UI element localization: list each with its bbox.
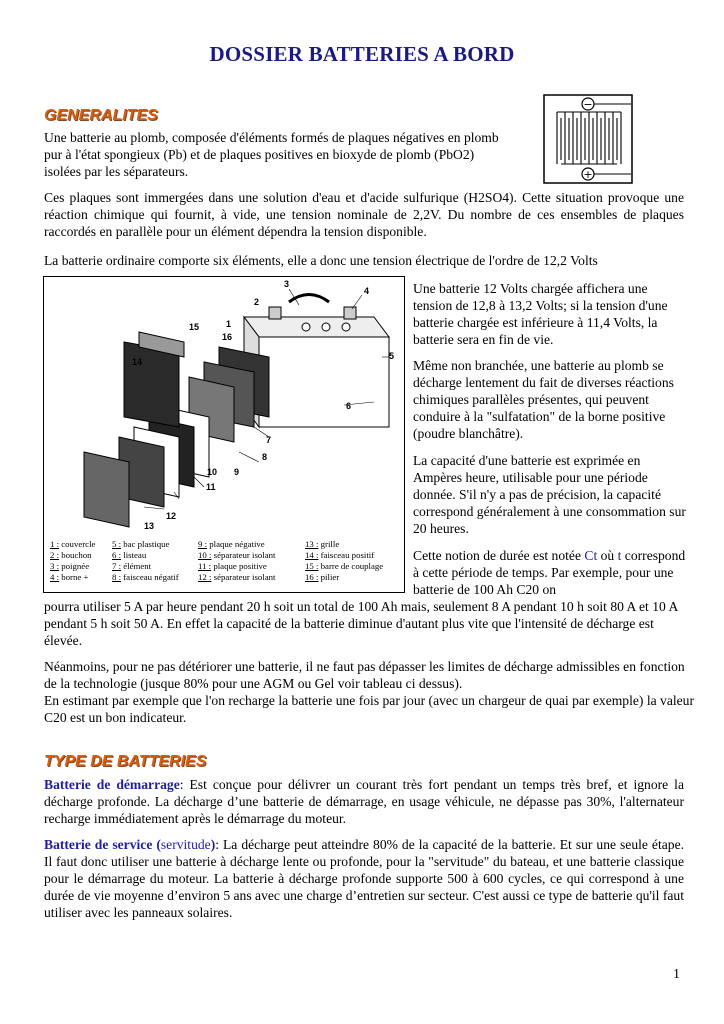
legend-item: 7 : élément (112, 561, 152, 571)
paragraph-six-elements: La batterie ordinaire comporte six éléments, elle a donc une tension électrique de l'ordre de 12,2 Volts (44, 253, 598, 268)
callout-6: 6 (346, 401, 352, 411)
battery-drawing (44, 277, 404, 539)
callout-3: 3 (284, 279, 290, 289)
legend-item: 11 : plaque positive (198, 561, 267, 571)
callout-8: 8 (262, 452, 268, 462)
legend-item: 2 : bouchon (50, 550, 92, 560)
paragraph-limites-decharge: Néanmoins, pour ne pas détériorer une batterie, il ne faut pas dépasser les limites de décharge admissibles en fonction de la technologie (jusque 80% pour une AGM ou Gel voir tableau ci dessus). (44, 659, 685, 691)
callout-4: 4 (364, 286, 370, 296)
legend-column-3 (198, 539, 275, 583)
paragraph-c20-indicateur: En estimant par exemple que l'on recharge la batterie une fois par jour (avec un chargeur de quai par exemple) la valeur C20 est un bon indicateur. (44, 693, 695, 725)
callout-1: 1 (226, 319, 232, 329)
heading-type-batteries: TYPE DE BATTERIES (44, 753, 207, 770)
callout-9: 9 (234, 467, 240, 477)
callout-2: 2 (254, 297, 260, 307)
legend-item: 4 : borne + (50, 572, 89, 582)
legend-item: 9 : plaque négative (198, 539, 265, 549)
label-batterie-service: Batterie de service (44, 837, 153, 852)
plate-schematic (543, 94, 633, 184)
legend-item: 13 : grille (305, 539, 340, 549)
legend-column-1 (50, 539, 95, 583)
legend-item: 1 : couvercle (50, 539, 96, 549)
legend-item: 12 : séparateur isolant (198, 572, 276, 582)
paragraph-autodecharge: Même non branchée, une batterie au plomb se décharge lentement du fait de diverses réactions chimiques parallèles présentes, qui peuvent conduire à la "sulfatation" de la borne positive (poudre blanchâtre). (413, 358, 674, 441)
paragraph-capacite: La capacité d'une batterie est exprimée en Ampères heure, utilisable pour une période donnée. S'il n'y a pas de précision, la capacité correspond généralement à une consommation sur 20 heures. (413, 453, 686, 536)
callout-7: 7 (266, 435, 272, 445)
paragraph-batterie-service: Batterie de service (servitude): La décharge peut atteindre 80% de la capacité de la batterie. Et sur une seule étape. Il faut donc utiliser une batterie à décharge lente ou profonde, pour la "servitude" du bateau, et une batterie classique pour le démarrage du moteur. La batterie à décharge profonde supporte 500 à 600 cycles, ce qui correspond à une durée de vie moyenne d’environ 5 ans avec une charge d’entretien sur secteur. C'est aussi ce type de batterie qu'il faut utiliser avec les panneaux solaires. (44, 837, 684, 920)
heading-generalites: GENERALITES (44, 107, 158, 124)
legend-column-2 (112, 539, 179, 583)
battery-exploded-diagram (43, 276, 405, 593)
label-batterie-demarrage: Batterie de démarrage (44, 777, 180, 792)
legend-item: 5 : bac plastique (112, 539, 170, 549)
paragraph-immersion: Ces plaques sont immergées dans une solution d'eau et d'acide sulfurique (H2SO4). Cette situation provoque une réaction chimique qui fournit, à vide, une tension nominale de 2,2V. Du nombre de ces ensembles de plaques raccordés en parallèle pour un élément dépendra la tension disponible. (44, 190, 684, 239)
callout-12: 12 (166, 511, 177, 521)
plus-sign: + (583, 168, 593, 181)
page-title: DOSSIER BATTERIES A BORD (209, 42, 515, 66)
callout-10: 10 (207, 467, 218, 477)
callout-15: 15 (189, 322, 200, 332)
paragraph-batterie-demarrage: Batterie de démarrage: Est conçue pour délivrer un courant très fort pendant un temps très bref, et ignore la décharge profonde. La décharge d’une batterie de démarrage, en usage véhicule, ne dépasse pas 30%, l'alternateur recharge immédiatement après le démarrage du moteur. (44, 777, 684, 826)
legend-item: 14 : faisceau positif (305, 550, 375, 560)
callout-13: 13 (144, 521, 155, 531)
legend-item: 15 : barre de couplage (305, 561, 384, 571)
minus-sign: − (583, 98, 593, 111)
callout-16: 16 (222, 332, 233, 342)
paragraph-notion-duree: Cette notion de durée est notée Ct où t correspond à cette période de temps. Par exemple, pour une batterie de 100 Ah C20 on (413, 548, 686, 597)
legend-column-4 (305, 539, 383, 583)
callout-11: 11 (206, 482, 216, 492)
legend-item: 3 : poignée (50, 561, 90, 571)
paragraph-tension: Une batterie 12 Volts chargée affichera une tension de 12,8 à 13,2 Volts; si la tension d'une batterie chargée est inférieure à 11,4 Volts, la batterie sera en fin de vie. (413, 281, 668, 347)
page-number: 1 (673, 967, 680, 982)
paragraph-exemple-decharge: pourra utiliser 5 A par heure pendant 20 h soit un total de 100 Ah mais, seulement 8 A pendant 10 h soit 80 A et 10 A pendant 5 h soit 50 A. En effet la capacité de la batterie diminue d'autant plus vite que l'intensité de décharge est élevée. (44, 599, 678, 648)
legend-item: 6 : listeau (112, 550, 147, 560)
legend-item: 8 : faisceau négatif (112, 572, 179, 582)
legend-item: 10 : séparateur isolant (198, 550, 276, 560)
callout-5: 5 (389, 351, 395, 361)
legend-item: 16 : pilier (305, 572, 340, 582)
callout-14: 14 (132, 357, 143, 367)
paragraph-intro: Une batterie au plomb, composée d'éléments formés de plaques négatives en plomb pur à l'état spongieux (Pb) et de plaques positives en bioxyde de plomb (PbO2) isolées par les séparateurs. (44, 130, 499, 179)
